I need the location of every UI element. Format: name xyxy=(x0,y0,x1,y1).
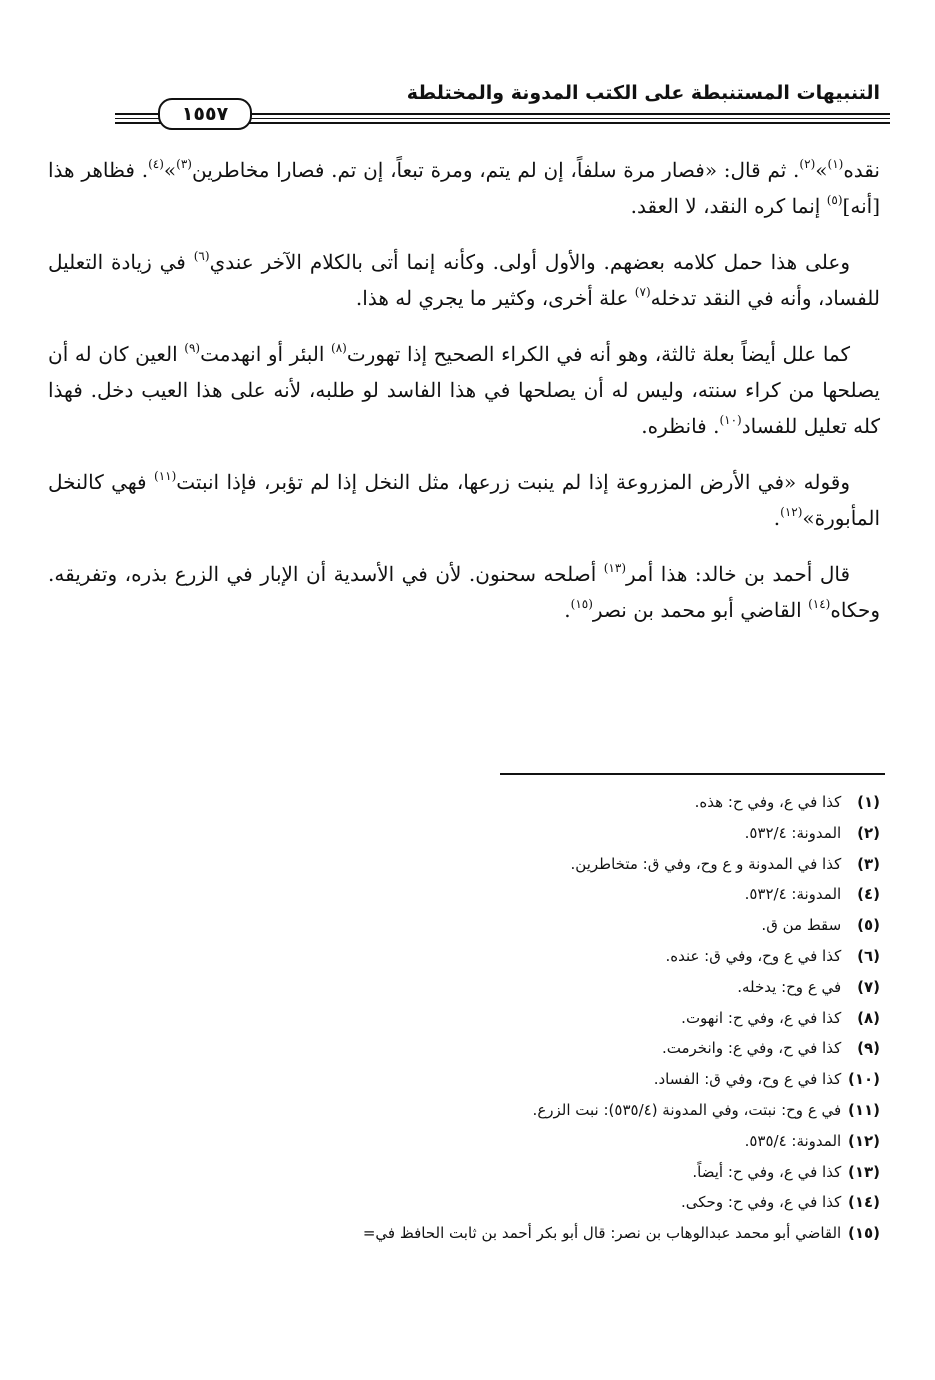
footnote xyxy=(35,910,880,941)
text-run: علة أخرى، وكثير ما يجري له هذا. xyxy=(355,286,635,310)
footnote xyxy=(35,1033,880,1064)
text-run: » xyxy=(163,158,177,182)
footnote-text: المدونة: ٥٣٢/٤. xyxy=(744,823,842,842)
footnote-number: (٤) xyxy=(857,885,880,904)
footnote xyxy=(35,1157,880,1188)
text-run: قال أحمد بن خالد: هذا أمر xyxy=(626,562,851,586)
footnote-text: كذا في المدونة و ع وح، وفي ق: متخاطرين. xyxy=(570,854,842,873)
text-run: نقده xyxy=(843,158,880,182)
footnote-ref: (١) xyxy=(827,157,844,171)
footnote-text: في ع وح: نبتت، وفي المدونة (٥٣٥/٤): نبت الزرع. xyxy=(532,1100,842,1119)
footnote-text: القاضي أبو محمد عبدالوهاب بن نصر: قال أبو بكر أحمد بن ثابت الحافظ في= xyxy=(362,1224,842,1243)
footnote-ref: (٤) xyxy=(148,157,164,171)
paragraph xyxy=(48,464,880,536)
text-run: العين كان له أن يصلحها من كراء سنته، وليس له أن يصلحها في هذا الفاسد لو طلبه، لأنه على هذا العيب دخل. فهذا كله تعليل للفساد xyxy=(48,342,880,438)
footnote-text: المدونة: ٥٣٥/٤. xyxy=(744,1131,842,1150)
footnote-text: كذا في ع، وفي ح: انهوت. xyxy=(681,1008,842,1027)
footnote xyxy=(35,1187,880,1218)
footnote-ref: (٥) xyxy=(826,193,843,207)
footnote-number: (١٢) xyxy=(847,1131,880,1150)
footnote-number: (٨) xyxy=(857,1008,880,1027)
text-run: كما علل أيضاً بعلة ثالثة، وهو أنه في الكراء الصحيح إذا تهورت xyxy=(346,342,851,366)
text-run: . ثم قال: «فصار مرة سلفاً، إن لم يتم، ومرة تبعاً، إن تم. فصارا مخاطرين xyxy=(191,158,800,182)
footnote-text: سقط من ق. xyxy=(761,916,842,935)
footnote-number: (١١) xyxy=(847,1100,880,1119)
footnote xyxy=(35,879,880,910)
footnote xyxy=(35,849,880,880)
footnote-ref: (١٣) xyxy=(603,561,626,575)
main-text xyxy=(48,152,880,648)
text-run: وعلى هذا حمل كلامه بعضهم. والأول أولى. وكأنه إنما أتى بالكلام الآخر عندي xyxy=(209,250,850,274)
footnote xyxy=(35,1218,880,1249)
footnote xyxy=(35,1064,880,1095)
text-run: . فانظره. xyxy=(641,414,720,438)
text-run: أصلحه سحنون. لأن في الأسدية أن الإبار في الزرع بذره، وتفريقه. وحكاه xyxy=(48,562,880,622)
footnote-ref: (٩) xyxy=(184,341,201,355)
text-run: وقوله «في الأرض المزروعة إذا لم ينبت زرعها، مثل النخل إذا لم تؤبر، فإذا انبتت xyxy=(176,470,850,494)
text-run: . فظاهر هذا [أنه] xyxy=(48,158,880,218)
footnote xyxy=(35,1095,880,1126)
text-run: . xyxy=(564,598,571,622)
paragraph xyxy=(48,556,880,628)
text-run: إنما كره النقد، لا العقد. xyxy=(630,194,827,218)
text-run: القاضي أبو محمد بن نصر xyxy=(592,598,809,622)
running-title: التنبيهات المستنبطة على الكتب المدونة والمختلطة xyxy=(406,82,880,104)
footnote-number: (١) xyxy=(857,793,880,811)
footnote-number: (٦) xyxy=(857,946,880,965)
text-run: في زيادة التعليل للفساد، وأنه في النقد تدخله xyxy=(48,250,880,310)
footnote-text: كذا في ع وح، وفي ق: الفساد. xyxy=(653,1070,842,1089)
footnote-number: (١٥) xyxy=(847,1224,880,1243)
footnote xyxy=(35,972,880,1003)
footnote-text: كذا في ع وح، وفي ق: عنده. xyxy=(665,946,842,965)
paragraph xyxy=(48,152,880,224)
text-run: فهي كالنخل المأبورة» xyxy=(48,470,880,530)
text-run: البئر أو انهدمت xyxy=(200,342,332,366)
footnote-number: (٣) xyxy=(857,854,880,873)
footnote-number: (٢) xyxy=(857,823,880,842)
paragraph xyxy=(48,336,880,444)
footnote-text: المدونة: ٥٣٢/٤. xyxy=(744,885,842,904)
footnote-text: كذا في ع، وفي ح: أيضاً. xyxy=(692,1162,842,1181)
footnote-ref: (٢) xyxy=(799,157,816,171)
footnote xyxy=(35,1003,880,1034)
footnote-text: في ع وح: يدخله. xyxy=(737,977,842,996)
footnote-ref: (١٠) xyxy=(719,413,742,427)
footnote-number: (٩) xyxy=(857,1039,880,1058)
footnote-ref: (١١) xyxy=(154,469,177,483)
footnote-ref: (١٤) xyxy=(808,597,831,611)
footnote-number: (١٤) xyxy=(847,1193,880,1212)
text-run: » xyxy=(815,158,828,182)
footnote xyxy=(35,941,880,972)
footnote-separator xyxy=(500,773,885,775)
footnote-number: (٥) xyxy=(857,916,880,935)
footnote-ref: (٧) xyxy=(634,285,651,299)
footnote-number: (١٣) xyxy=(847,1162,880,1181)
footnote-ref: (١٢) xyxy=(780,505,803,519)
paragraph xyxy=(48,244,880,316)
text-run: . xyxy=(773,506,781,530)
footnote-text: كذا في ح، وفي ع: وانخرمت. xyxy=(662,1039,842,1058)
footnote-number: (٧) xyxy=(857,977,880,996)
footnote xyxy=(35,787,880,818)
footnote-text: كذا في ع، وفي ح: هذه. xyxy=(694,793,842,811)
footnote-text: كذا في ع، وفي ح: وحكى. xyxy=(681,1193,842,1212)
footnotes xyxy=(35,787,880,1249)
footnote-ref: (١٥) xyxy=(570,597,593,611)
footnote xyxy=(35,1126,880,1157)
footnote-ref: (٨) xyxy=(331,341,347,355)
page-number-badge: ١٥٥٧ xyxy=(158,98,252,130)
footnote-ref: (٦) xyxy=(193,249,210,263)
footnote xyxy=(35,818,880,849)
footnote-ref: (٣) xyxy=(176,157,192,171)
footnote-number: (١٠) xyxy=(847,1070,880,1089)
